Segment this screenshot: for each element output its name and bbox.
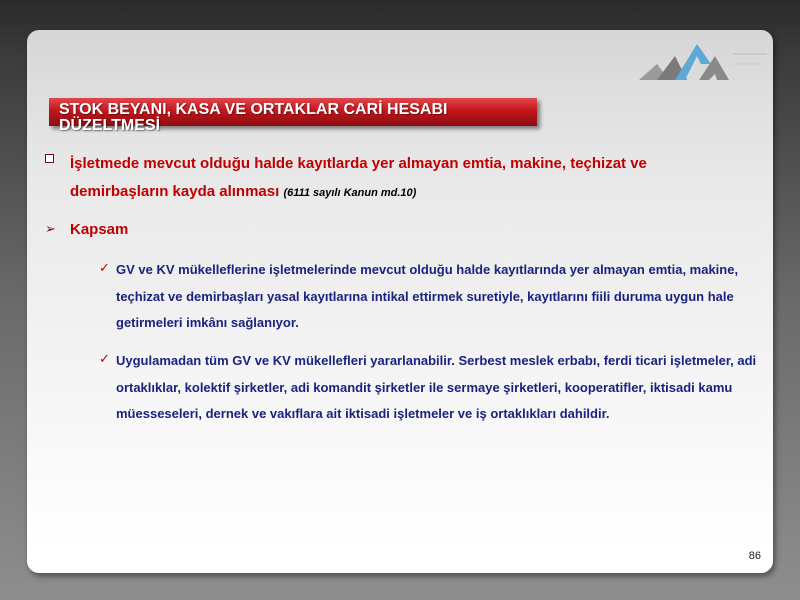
checkmark-icon: ✓	[99, 260, 110, 275]
law-reference: (6111 sayılı Kanun md.10)	[283, 187, 417, 199]
sub-item-text: GV ve KV mükelleflerine işletmelerinde mevcut olduğu halde kayıtlarında yer almayan emtia, makine, teçhizat ve demirbaşları yasal kayıtlarına intikal ettirmek suretiyle, kayıtlarını fiili duruma uygun hale getirmeleri imkânı sağlanıyor.	[116, 262, 739, 330]
sub-item-text: Uygulamadan tüm GV ve KV mükellefleri yararlanabilir. Serbest meslek erbabı, ferdi ticari işletmeler, adi ortaklıklar, kolektif şirketler, adi komandit şirketler ile sermaye şirketleri, kooperatifler, iktisadi kamu müesseseleri, dernek ve vakıflara ait iktisadi işletmeler ve iş ortaklıkları dahildir.	[116, 353, 757, 421]
bullet-item-1	[45, 150, 685, 207]
arrow-bullet-icon: ➢	[45, 221, 56, 236]
bullet-item-2	[45, 219, 345, 241]
sub-item-2	[99, 348, 759, 428]
checkmark-icon: ✓	[99, 351, 110, 366]
bullet-1-text: İşletmede mevcut olduğu halde kayıtlarda yer almayan emtia, makine, teçhizat ve demirbaşların kayda alınması	[70, 155, 647, 200]
square-bullet-icon	[45, 154, 54, 163]
page-title: STOK BEYANI, KASA VE ORTAKLAR CARİ HESABI DÜZELTMESİ	[59, 101, 448, 134]
bullet-2-text: Kapsam	[70, 221, 129, 238]
sub-item-1	[99, 257, 759, 337]
slide-panel	[27, 30, 773, 573]
company-logo	[639, 40, 769, 86]
page-number: 86	[748, 550, 761, 562]
